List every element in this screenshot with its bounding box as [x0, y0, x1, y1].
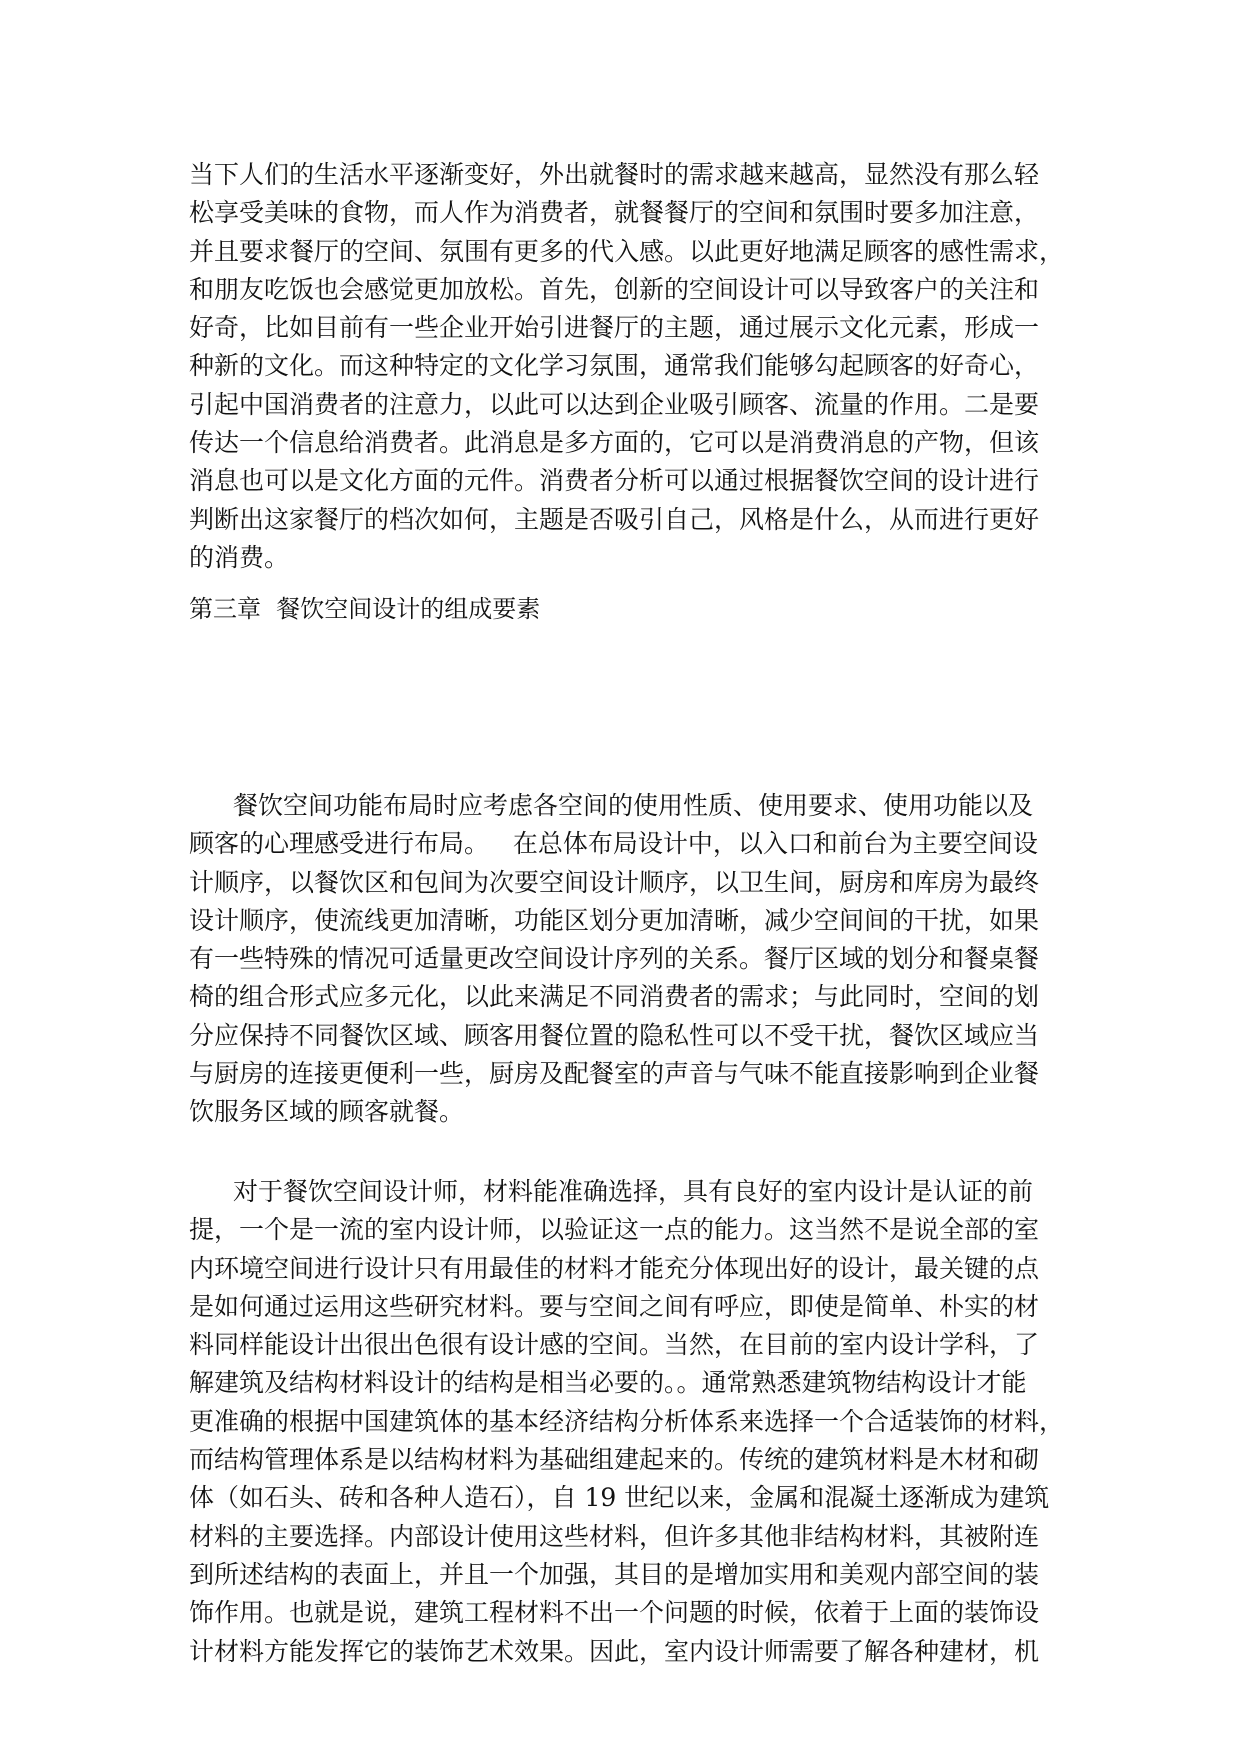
- text-line: 计顺序，以餐饮区和包间为次要空间设计顺序，以卫生间，厨房和库房为最终: [189, 867, 1040, 897]
- text-line: 和朋友吃饭也会感觉更加放松。首先，创新的空间设计可以导致客户的关注和: [189, 274, 1040, 304]
- text-line: 是如何通过运用这些研究材料。要与空间之间有呼应，即使是简单、朴实的材: [189, 1291, 1040, 1321]
- text-line: 引起中国消费者的注意力，以此可以达到企业吸引顾客、流量的作用。二是要: [189, 389, 1040, 419]
- text-line: 消息也可以是文化方面的元件。消费者分析可以通过根据餐饮空间的设计进行: [189, 466, 1040, 496]
- text-line: 计材料方能发挥它的装饰艺术效果。因此，室内设计师需要了解各种建材，机: [189, 1636, 1040, 1666]
- text-line: 判断出这家餐厅的档次如何，主题是否吸引自己，风格是什么，从而进行更好: [189, 504, 1040, 534]
- text-line: 体（如石头、砖和各种人造石），自 19 世纪以来，金属和混凝土逐渐成为建筑: [189, 1483, 1050, 1513]
- paragraph-functional-layout: [189, 787, 1069, 1132]
- text-line: 材料的主要选择。内部设计使用这些材料，但许多其他非结构材料，其被附连: [189, 1521, 1040, 1551]
- text-line: 内环境空间进行设计只有用最佳的材料才能充分体现出好的设计，最关键的点: [189, 1253, 1040, 1283]
- text-line: 的消费。: [189, 542, 290, 572]
- text-line: 椅的组合形式应多元化，以此来满足不同消费者的需求；与此同时，空间的划: [189, 982, 1040, 1012]
- text-line: 而结构管理体系是以结构材料为基础组建起来的。传统的建筑材料是木材和砌: [189, 1445, 1040, 1475]
- text-line: 饮服务区域的顾客就餐。: [189, 1097, 465, 1127]
- text-line: 对于餐饮空间设计师，材料能准确选择，具有良好的室内设计是认证的前: [233, 1177, 1034, 1206]
- text-line: 分应保持不同餐饮区域、顾客用餐位置的隐私性可以不受干扰，餐饮区域应当: [189, 1020, 1040, 1050]
- text-line: 提，一个是一流的室内设计师，以验证这一点的能力。这当然不是说全部的室: [189, 1215, 1040, 1245]
- text-line: 料同样能设计出很出色很有设计感的空间。当然，在目前的室内设计学科，了: [189, 1330, 1040, 1360]
- text-line: 有一些特殊的情况可适量更改空间设计序列的关系。餐厅区域的划分和餐桌餐: [189, 944, 1040, 974]
- text-line: 更准确的根据中国建筑体的基本经济结构分析体系来选择一个合适装饰的材料，: [189, 1406, 1065, 1436]
- text-line: 松享受美味的食物，而人作为消费者，就餐餐厅的空间和氛围时要多加注意，: [189, 198, 1040, 228]
- text-line: 顾客的心理感受进行布局。 在总体布局设计中，以入口和前台为主要空间设: [189, 829, 1038, 859]
- text-line: 与厨房的连接更便利一些，厨房及配餐室的声音与气味不能直接影响到企业餐: [189, 1059, 1040, 1089]
- chapter-heading: 第三章 餐饮空间设计的组成要素: [189, 595, 541, 623]
- text-line: 传达一个信息给消费者。此消息是多方面的，它可以是消费消息的产物，但该: [189, 428, 1040, 458]
- text-line: 到所述结构的表面上，并且一个加强，其目的是增加实用和美观内部空间的装: [189, 1559, 1040, 1589]
- text-line: 设计顺序，使流线更加清晰，功能区划分更加清晰，减少空间间的干扰，如果: [189, 905, 1040, 935]
- text-line: 饰作用。也就是说，建筑工程材料不出一个问题的时候，依着于上面的装饰设: [189, 1598, 1040, 1628]
- text-line: 种新的文化。而这种特定的文化学习氛围，通常我们能够勾起顾客的好奇心，: [189, 351, 1040, 381]
- text-line: 餐饮空间功能布局时应考虑各空间的使用性质、使用要求、使用功能以及: [233, 791, 1034, 820]
- text-line: 当下人们的生活水平逐渐变好，外出就餐时的需求越来越高，显然没有那么轻: [189, 160, 1040, 189]
- paragraph-materials: [189, 1173, 1069, 1671]
- text-line: 解建筑及结构材料设计的结构是相当必要的。。通常熟悉建筑物结构设计才能: [189, 1368, 1027, 1398]
- paragraph-dining-demand: [189, 156, 1069, 577]
- text-line: 并且要求餐厅的空间、氛围有更多的代入感。以此更好地满足顾客的感性需求，: [189, 236, 1065, 266]
- text-line: 好奇，比如目前有一些企业开始引进餐厅的主题，通过展示文化元素，形成一: [189, 313, 1040, 343]
